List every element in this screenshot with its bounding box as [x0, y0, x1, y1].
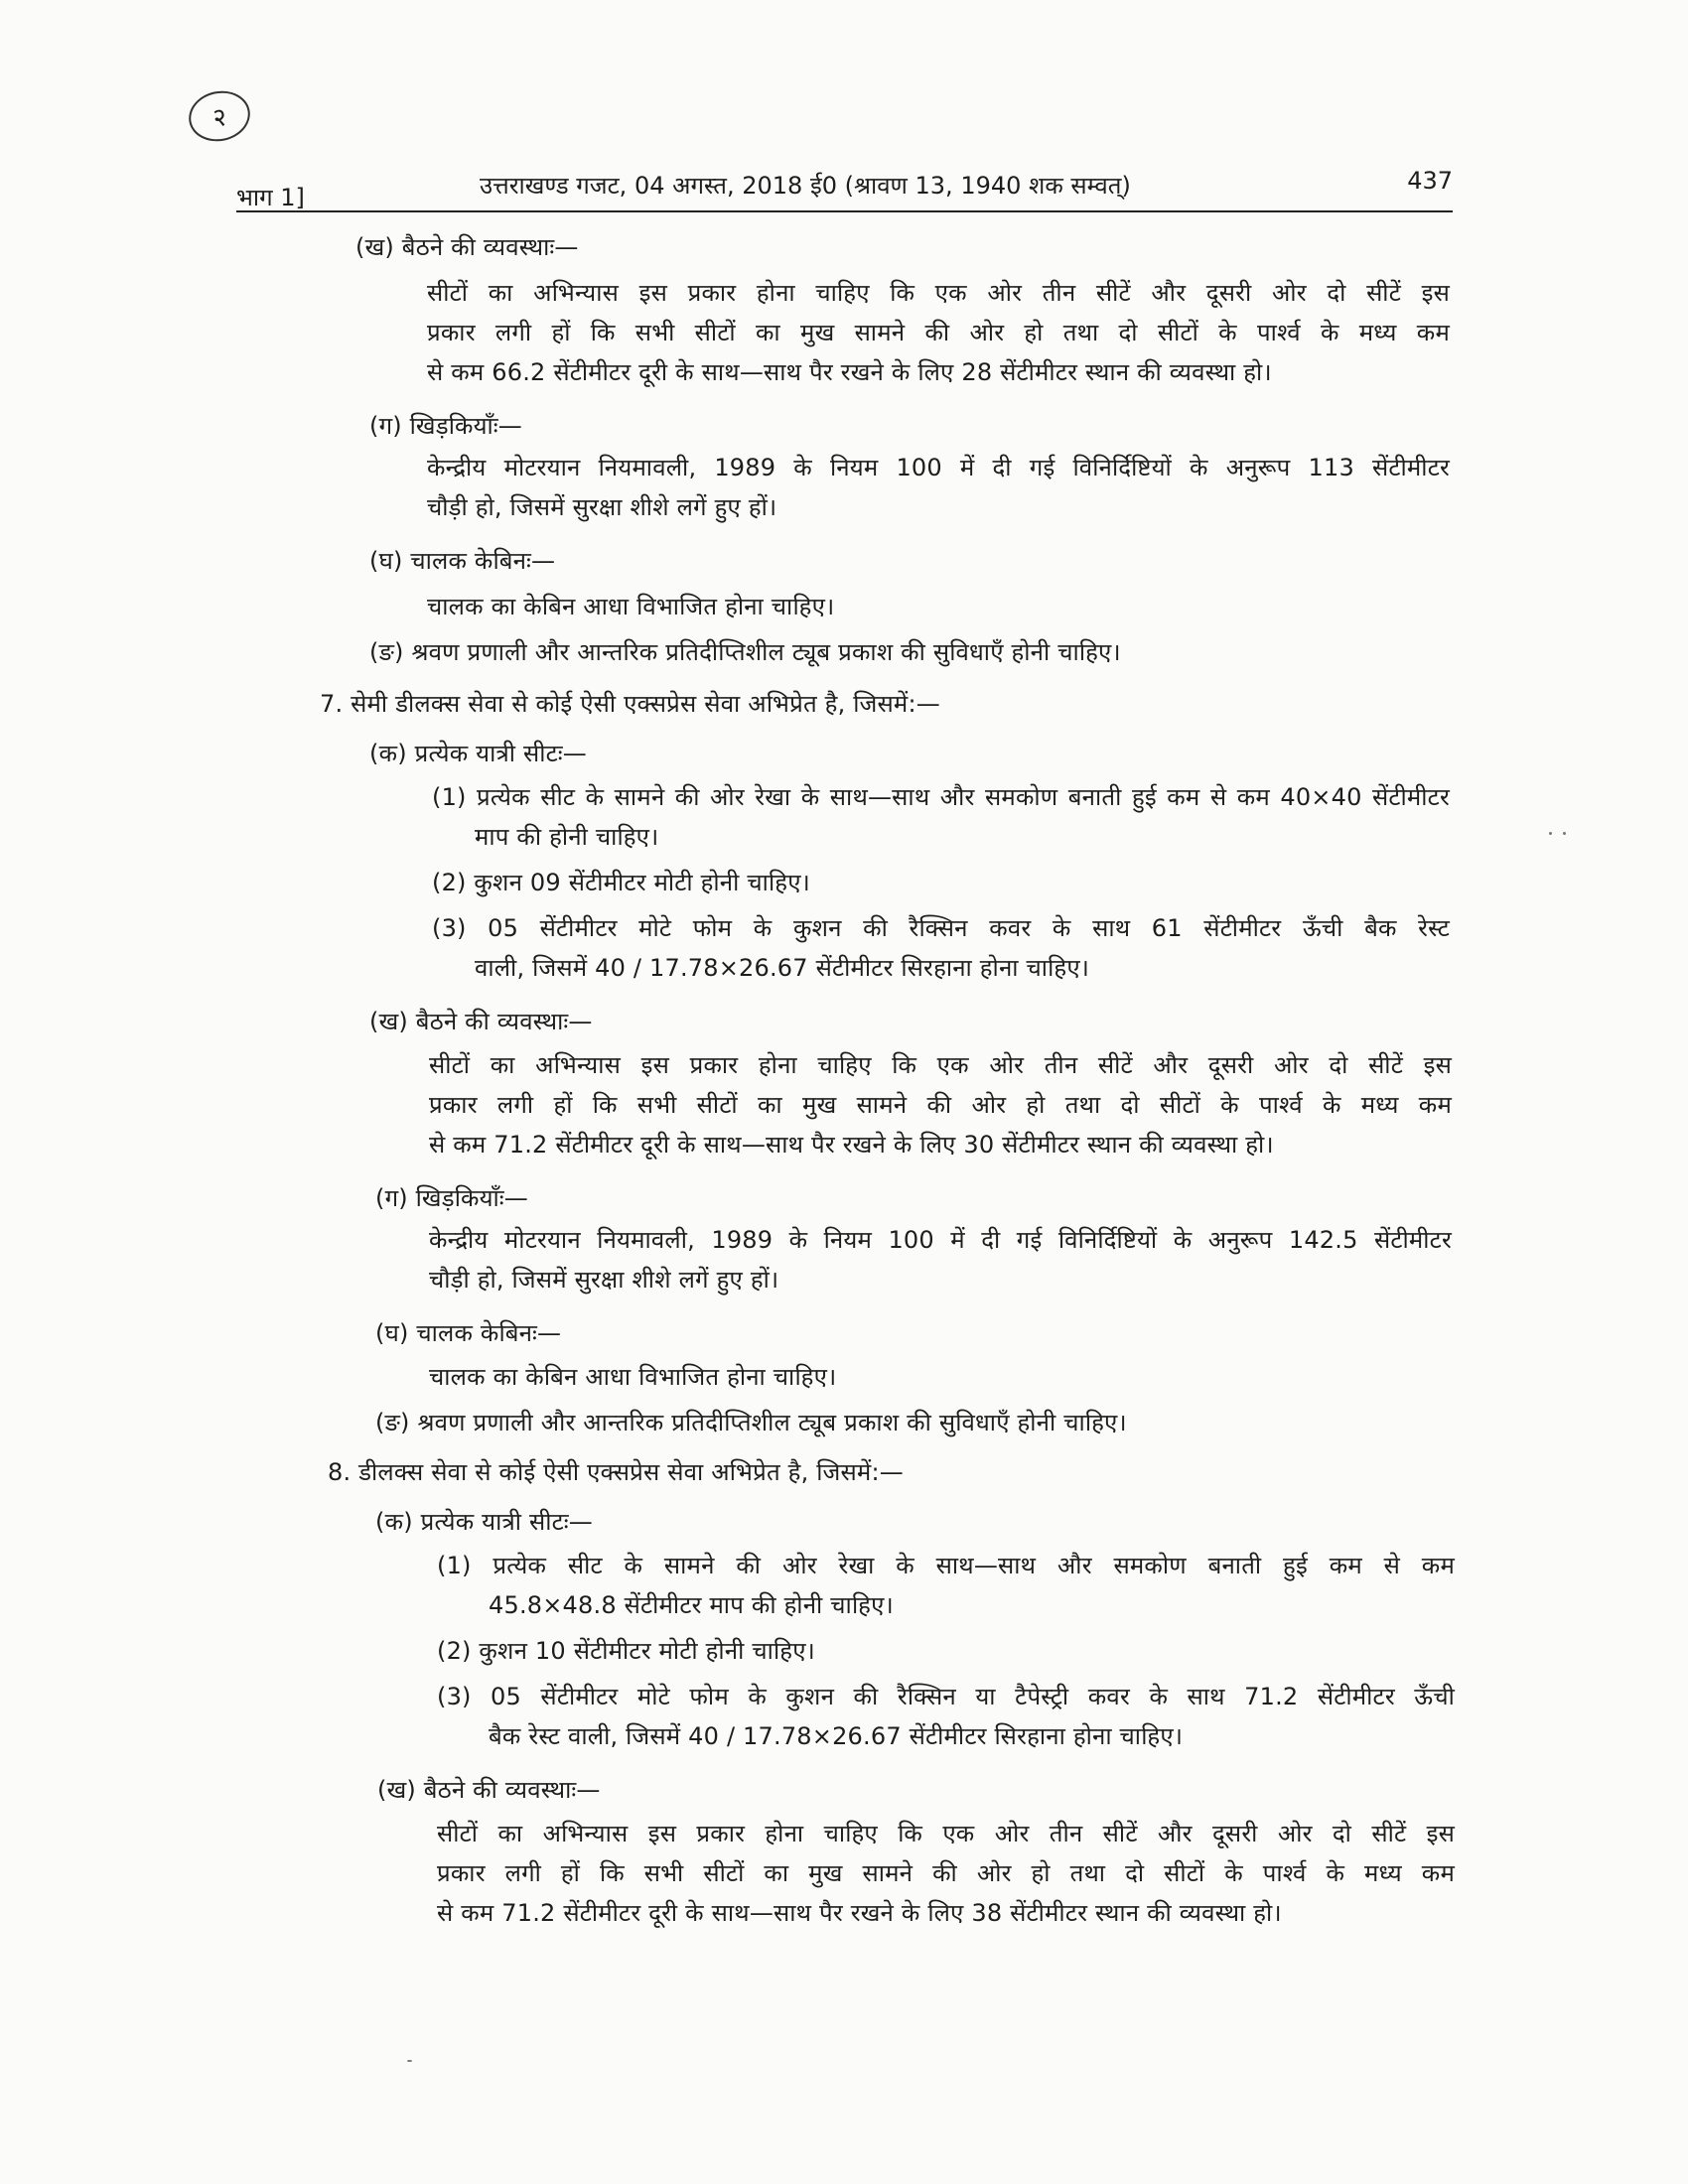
page-number: 437	[1407, 167, 1453, 195]
subheading-driver-cabin: (घ) चालक केबिनः—	[369, 547, 556, 575]
item-8-heading: 8. डीलक्स सेवा से कोई ऐसी एक्सप्रेस सेवा अभिप्रेत है, जिसमें:—	[328, 1458, 904, 1486]
paragraph-line: (2) कुशन 10 सेंटीमीटर मोटी होनी चाहिए।	[437, 1637, 815, 1665]
paragraph-line: केन्द्रीय मोटरयान नियमावली, 1989 के नियम 100 में दी गई विनिर्दिष्टियों के अनुरूप 142.5 सेंटीमीटर	[429, 1226, 1452, 1254]
scan-speck	[407, 2060, 412, 2062]
paragraph-line: वाली, जिसमें 40 / 17.78×26.67 सेंटीमीटर सिरहाना होना चाहिए।	[475, 954, 1090, 982]
paragraph-line: (1) प्रत्येक सीट के सामने की ओर रेखा के साथ—साथ और समकोण बनाती हुई कम से कम	[437, 1552, 1455, 1579]
header-title: उत्तराखण्ड गजट, 04 अगस्त, 2018 ई0 (श्रावण 13, 1940 शक सम्वत्)	[480, 172, 1131, 200]
paragraph-line: प्रकार लगी हों कि सभी सीटों का मुख सामने की ओर हो तथा दो सीटों के पार्श्व के मध्य कम	[427, 319, 1450, 346]
paragraph-line: सीटों का अभिन्यास इस प्रकार होना चाहिए कि एक ओर तीन सीटें और दूसरी ओर दो सीटें इस	[437, 1820, 1455, 1847]
item-7-heading: 7. सेमी डीलक्स सेवा से कोई ऐसी एक्सप्रेस सेवा अभिप्रेत है, जिसमें:—	[320, 690, 940, 718]
scan-speck	[1563, 832, 1566, 835]
subheading-seating: (ख) बैठने की व्यवस्थाः—	[369, 1008, 593, 1035]
subheading-seating: (ख) बैठने की व्यवस्थाः—	[355, 233, 579, 261]
handwritten-page-marker	[184, 85, 254, 147]
paragraph-line: (ङ) श्रवण प्रणाली और आन्तरिक प्रतिदीप्तिशील ट्यूब प्रकाश की सुविधाएँ होनी चाहिए।	[375, 1409, 1127, 1436]
paragraph-line: बैक रेस्ट वाली, जिसमें 40 / 17.78×26.67 सेंटीमीटर सिरहाना होना चाहिए।	[489, 1722, 1184, 1750]
paragraph-line: चालक का केबिन आधा विभाजित होना चाहिए।	[427, 593, 835, 620]
subheading-driver-cabin: (घ) चालक केबिनः—	[375, 1319, 562, 1347]
header-part: भाग 1]	[236, 184, 305, 211]
paragraph-line: प्रकार लगी हों कि सभी सीटों का मुख सामने की ओर हो तथा दो सीटों के पार्श्व के मध्य कम	[429, 1091, 1452, 1119]
subheading-passenger-seat: (क) प्रत्येक यात्री सीटः—	[369, 740, 587, 767]
paragraph-line: चालक का केबिन आधा विभाजित होना चाहिए।	[429, 1363, 837, 1391]
page-marker-text: २	[210, 101, 230, 135]
paragraph-line: (ङ) श्रवण प्रणाली और आन्तरिक प्रतिदीप्तिशील ट्यूब प्रकाश की सुविधाएँ होनी चाहिए।	[369, 638, 1121, 666]
paragraph-line: चौड़ी हो, जिसमें सुरक्षा शीशे लगें हुए हों।	[429, 1266, 779, 1294]
paragraph-line: 45.8×48.8 सेंटीमीटर माप की होनी चाहिए।	[489, 1591, 894, 1619]
paragraph-line: से कम 71.2 सेंटीमीटर दूरी के साथ—साथ पैर रखने के लिए 38 सेंटीमीटर स्थान की व्यवस्था हो।	[437, 1899, 1282, 1927]
paragraph-line: चौड़ी हो, जिसमें सुरक्षा शीशे लगें हुए हों।	[427, 493, 777, 521]
gazette-header	[236, 169, 1453, 218]
paragraph-line: सीटों का अभिन्यास इस प्रकार होना चाहिए कि एक ओर तीन सीटें और दूसरी ओर दो सीटें इस	[427, 279, 1450, 307]
subheading-passenger-seat: (क) प्रत्येक यात्री सीटः—	[375, 1508, 593, 1536]
paragraph-line: प्रकार लगी हों कि सभी सीटों का मुख सामने की ओर हो तथा दो सीटों के पार्श्व के मध्य कम	[437, 1859, 1455, 1887]
paragraph-line: से कम 66.2 सेंटीमीटर दूरी के साथ—साथ पैर रखने के लिए 28 सेंटीमीटर स्थान की व्यवस्था हो।	[427, 358, 1272, 386]
header-rule	[236, 210, 1453, 212]
paragraph-line: (3) 05 सेंटीमीटर मोटे फोम के कुशन की रैक्सिन या टैपेस्ट्री कवर के साथ 71.2 सेंटीमीटर ऊँची	[437, 1683, 1455, 1710]
scan-speck	[1549, 832, 1552, 835]
subheading-windows: (ग) खिड़कियाँः—	[375, 1184, 528, 1212]
paragraph-line: से कम 71.2 सेंटीमीटर दूरी के साथ—साथ पैर रखने के लिए 30 सेंटीमीटर स्थान की व्यवस्था हो।	[429, 1131, 1274, 1159]
paragraph-line: माप की होनी चाहिए।	[475, 823, 659, 851]
paragraph-line: केन्द्रीय मोटरयान नियमावली, 1989 के नियम 100 में दी गई विनिर्दिष्टियों के अनुरूप 113 सेंटीमीटर	[427, 454, 1450, 481]
paragraph-line: सीटों का अभिन्यास इस प्रकार होना चाहिए कि एक ओर तीन सीटें और दूसरी ओर दो सीटें इस	[429, 1051, 1452, 1079]
paragraph-line: (2) कुशन 09 सेंटीमीटर मोटी होनी चाहिए।	[432, 869, 810, 896]
subheading-seating: (ख) बैठने की व्यवस्थाः—	[377, 1776, 601, 1804]
paragraph-line: (3) 05 सेंटीमीटर मोटे फोम के कुशन की रैक्सिन कवर के साथ 61 सेंटीमीटर ऊँची बैक रेस्ट	[432, 914, 1450, 942]
subheading-windows: (ग) खिड़कियाँः—	[369, 412, 522, 440]
paragraph-line: (1) प्रत्येक सीट के सामने की ओर रेखा के साथ—साथ और समकोण बनाती हुई कम से कम 40×40 सेंटीमीटर	[432, 783, 1450, 811]
